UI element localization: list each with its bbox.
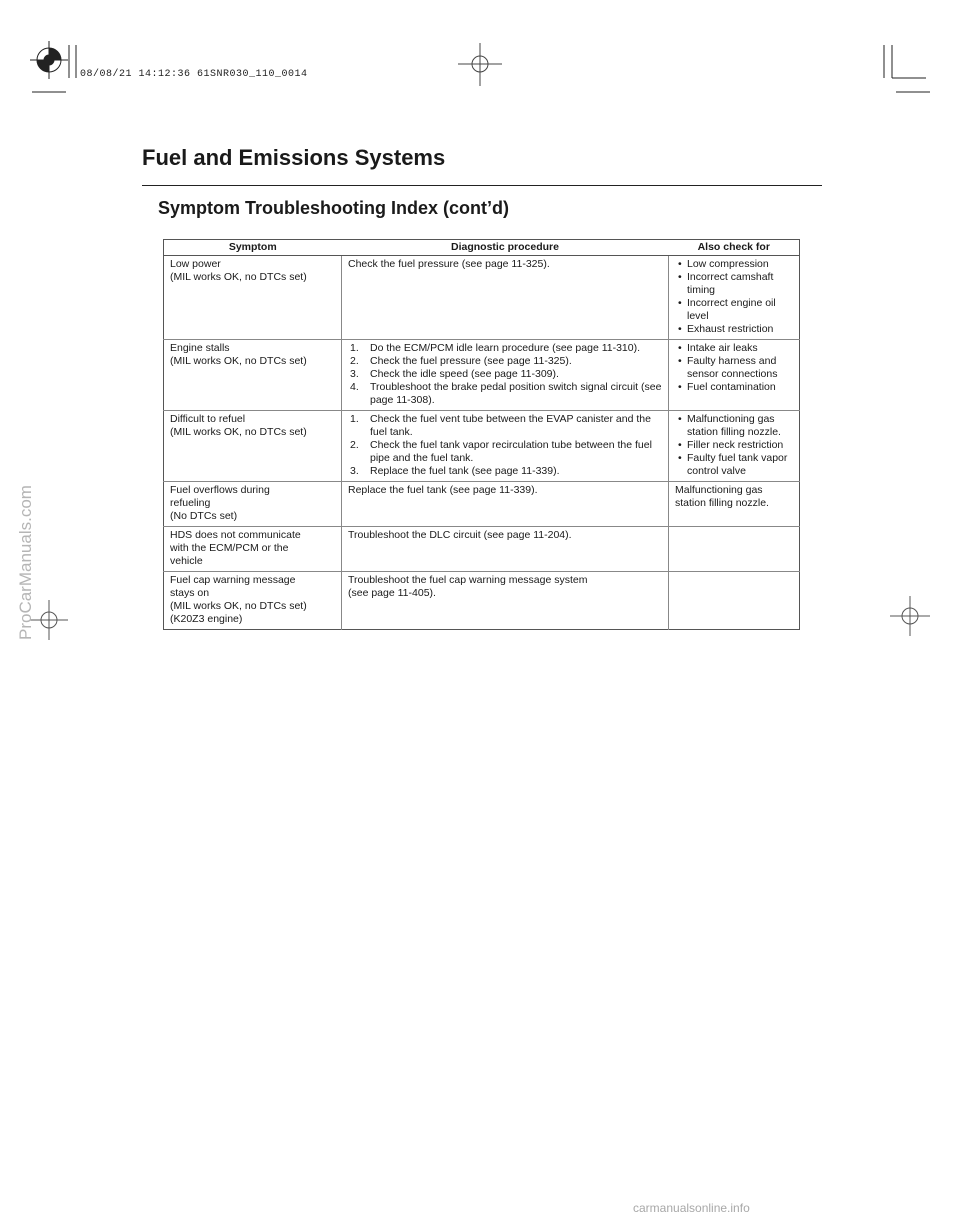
table-row [164,411,800,482]
procedure-text: Replace the fuel tank (see page 11-339). [348,484,538,496]
watermark-carmanualsonline: carmanualsonline.info [633,1201,750,1215]
also-check-item: • Exhaust restriction [675,323,793,336]
also-check-cell [669,572,800,630]
table-row [164,527,800,572]
step-number: 2. [350,355,359,367]
also-check-text: Malfunctioning gas station filling nozzle. [675,484,769,509]
step-text: Check the fuel tank vapor recirculation tube between the fuel pipe and the fuel tank. [370,439,652,464]
step-text: Check the fuel vent tube between the EVAP canister and the fuel tank. [370,413,651,438]
step-number: 3. [350,368,359,380]
table-row [164,572,800,630]
table-row [164,340,800,411]
also-check-item: • Incorrect camshaft timing [675,271,793,297]
step-text: Replace the fuel tank (see page 11-339). [370,465,560,477]
procedure-step [348,342,662,355]
also-check-cell [669,411,800,482]
also-check-item: • Low compression [675,258,793,271]
step-text: Check the fuel pressure (see page 11-325). [370,355,572,367]
print-timestamp: 08/08/21 14:12:36 61SNR030_110_0014 [80,69,308,80]
also-check-item: • Faulty fuel tank vapor control valve [675,452,793,478]
table-body [164,256,800,630]
symptom-cell: HDS does not communicate with the ECM/PCM or the vehicle [164,527,342,572]
also-check-cell [669,256,800,340]
header-diagnostic-procedure: Diagnostic procedure [342,240,669,256]
procedure-text: Troubleshoot the DLC circuit (see page 11-204). [348,529,572,541]
page-title: Symptom Troubleshooting Index (cont’d) [158,198,509,218]
step-number: 3. [350,465,359,477]
procedure-step [348,465,662,478]
step-number: 4. [350,381,359,393]
step-number: 1. [350,413,359,425]
step-number: 1. [350,342,359,354]
also-check-item: • Malfunctioning gas station filling nozzle. [675,413,793,439]
symptom-cell: Fuel overflows during refueling (No DTCs set) [164,482,342,527]
step-text: Do the ECM/PCM idle learn procedure (see page 11-310). [370,342,641,354]
diagnostic-procedure-cell [342,527,669,572]
table-row [164,482,800,527]
step-text: Troubleshoot the brake pedal position switch signal circuit (see page 11-308). [370,381,662,406]
header-also-check-for: Also check for [669,240,800,256]
diagnostic-procedure-cell [342,256,669,340]
diagnostic-procedure-cell [342,340,669,411]
diagnostic-procedure-cell [342,572,669,630]
procedure-step [348,439,662,465]
procedure-text: Troubleshoot the fuel cap warning message system (see page 11-405). [348,574,588,599]
section-title: Fuel and Emissions Systems [142,145,446,170]
also-check-item: • Filler neck restriction [675,439,793,452]
procedure-steps [348,342,662,407]
title-rule [142,185,822,186]
step-number: 2. [350,439,359,451]
symptom-cell: Fuel cap warning message stays on (MIL works OK, no DTCs set) (K20Z3 engine) [164,572,342,630]
procedure-step [348,368,662,381]
watermark-procarmanuals: ProCarManuals.com [16,485,35,640]
table-header-row [164,240,800,256]
also-check-cell [669,482,800,527]
procedure-step [348,355,662,368]
also-check-item: • Incorrect engine oil level [675,297,793,323]
symptom-cell: Difficult to refuel (MIL works OK, no DTCs set) [164,411,342,482]
diagnostic-procedure-cell [342,411,669,482]
also-check-list [675,342,793,394]
symptom-index-table [163,239,800,630]
procedure-step [348,413,662,439]
procedure-text: Check the fuel pressure (see page 11-325). [348,258,550,270]
also-check-cell [669,527,800,572]
also-check-item: • Intake air leaks [675,342,793,355]
procedure-steps [348,413,662,478]
step-text: Check the idle speed (see page 11-309). [370,368,559,380]
also-check-item: • Fuel contamination [675,381,793,394]
also-check-list [675,413,793,478]
procedure-step [348,381,662,407]
table-row [164,256,800,340]
symptom-cell: Engine stalls (MIL works OK, no DTCs set) [164,340,342,411]
header-symptom: Symptom [164,240,342,256]
also-check-cell [669,340,800,411]
also-check-item: • Faulty harness and sensor connections [675,355,793,381]
symptom-cell: Low power (MIL works OK, no DTCs set) [164,256,342,340]
diagnostic-procedure-cell [342,482,669,527]
also-check-list [675,258,793,336]
